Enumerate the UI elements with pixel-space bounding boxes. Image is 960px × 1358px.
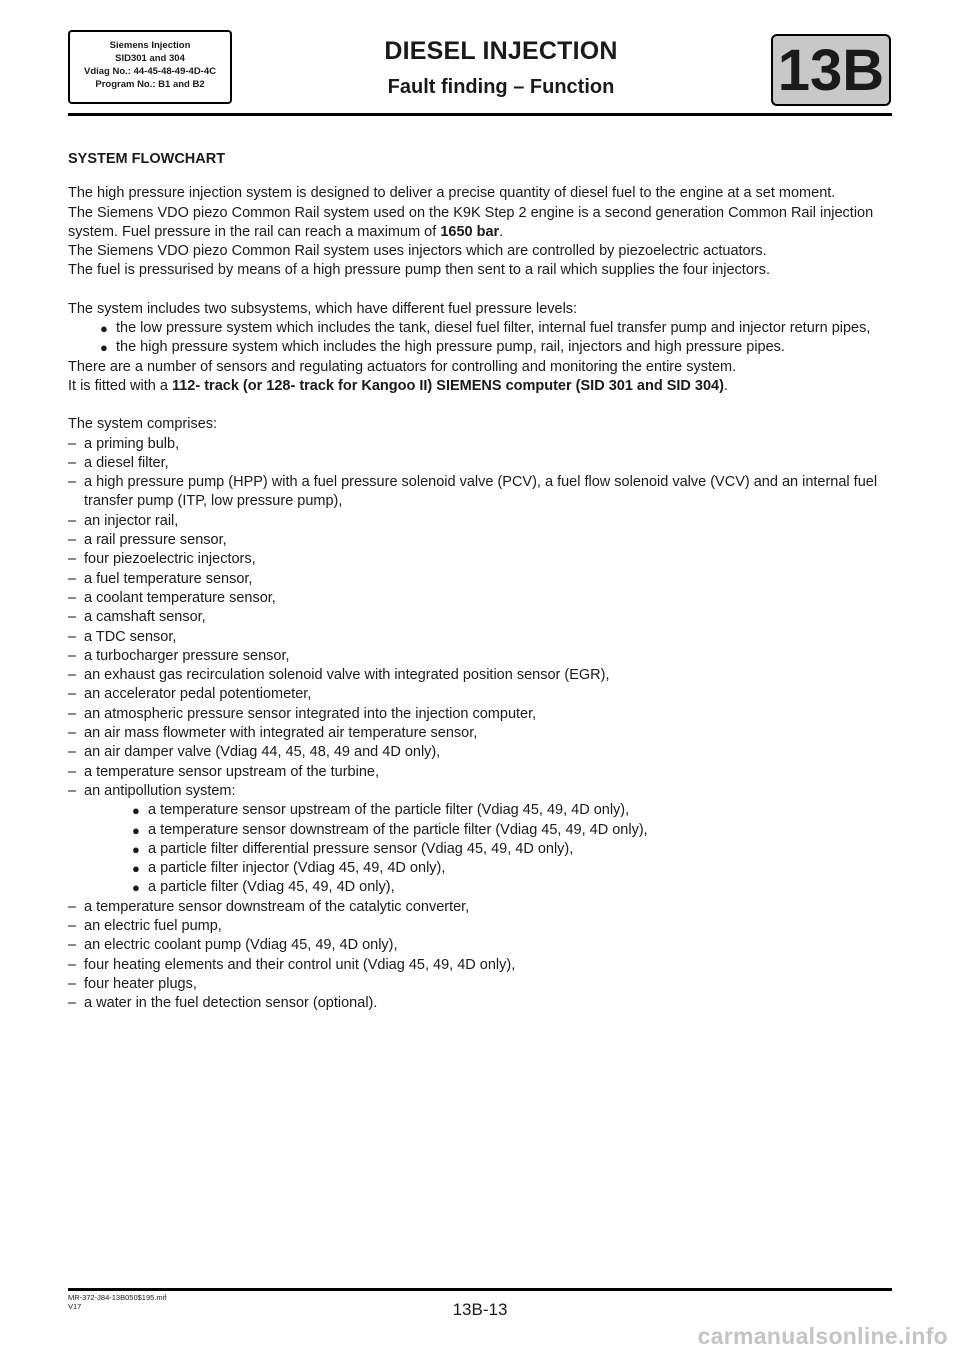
list-item — [68, 589, 892, 608]
component-list — [68, 435, 892, 802]
paragraph: The Siemens VDO piezo Common Rail system uses injectors which are controlled by piezoelectric actuators. — [68, 243, 767, 260]
page-subtitle: Fault finding – Function — [387, 76, 615, 98]
info-line: Program No.: B1 and B2 — [95, 79, 205, 90]
bullet-icon: ● — [100, 321, 108, 337]
bullet-icon: ● — [132, 880, 140, 896]
dash-mark: – — [68, 744, 77, 761]
list-item-text: a camshaft sensor, — [84, 609, 206, 626]
reference-version: V17 — [68, 1302, 82, 1311]
list-item — [68, 956, 892, 975]
list-item-text: an air mass flowmeter with integrated air temperature sensor, — [84, 725, 478, 742]
dash-mark: – — [68, 570, 77, 587]
list-item-text: four heating elements and their control unit (Vdiag 45, 49, 4D only), — [84, 956, 516, 973]
list-item — [68, 647, 892, 666]
text: It is fitted with a — [68, 377, 172, 394]
list-item-text: a diesel filter, — [84, 454, 169, 471]
paragraph: The high pressure injection system is designed to deliver a precise quantity of diesel fuel to the engine at a set moment. — [68, 185, 836, 202]
dash-mark: – — [68, 705, 77, 722]
dash-mark: – — [68, 782, 77, 799]
list-item — [68, 454, 892, 473]
list-item — [68, 319, 892, 338]
list-item-text: a high pressure pump (HPP) with a fuel pressure solenoid valve (PCV), a fuel flow solenoid valve (VCV) and an internal fuel transfer pump (ITP, low pressure pump), — [84, 474, 878, 510]
list-item — [68, 801, 892, 820]
list-item — [68, 628, 892, 647]
dash-mark: – — [68, 956, 77, 973]
dash-mark: – — [68, 763, 77, 780]
list-item-text: an exhaust gas recirculation solenoid valve with integrated position sensor (EGR), — [84, 667, 610, 684]
dash-mark: – — [68, 995, 77, 1012]
bullet-icon: ● — [132, 841, 140, 857]
document-info-box — [68, 30, 232, 104]
list-item-text: a coolant temperature sensor, — [84, 589, 276, 606]
list-item — [68, 685, 892, 704]
list-item-text: a particle filter injector (Vdiag 45, 49, 4D only), — [148, 860, 446, 877]
dash-mark: – — [68, 551, 77, 568]
list-item-text: a turbocharger pressure sensor, — [84, 647, 290, 664]
dash-mark: – — [68, 609, 77, 626]
dash-mark: – — [68, 647, 77, 664]
list-item-text: a temperature sensor downstream of the catalytic converter, — [84, 898, 470, 915]
list-item — [68, 743, 892, 762]
list-item-text: four piezoelectric injectors, — [84, 551, 256, 568]
paragraph — [68, 204, 892, 243]
bold-text: 1650 bar — [440, 223, 500, 240]
list-item — [68, 975, 892, 994]
bullet-icon: ● — [100, 340, 108, 356]
list-item — [68, 763, 892, 782]
list-item — [68, 898, 892, 917]
section-heading: SYSTEM FLOWCHART — [68, 151, 226, 167]
dash-mark: – — [68, 454, 77, 471]
bullet-icon: ● — [132, 861, 140, 877]
text: . — [499, 223, 504, 240]
dash-mark: – — [68, 686, 77, 703]
list-item-text: an atmospheric pressure sensor integrated into the injection computer, — [84, 705, 537, 722]
list-item-text: a temperature sensor downstream of the particle filter (Vdiag 45, 49, 4D only), — [148, 821, 648, 838]
list-item-text: four heater plugs, — [84, 975, 197, 992]
bullet-icon: ● — [132, 822, 140, 838]
list-item — [68, 338, 892, 357]
list-item — [68, 840, 892, 859]
list-item-text: the high pressure system which includes the high pressure pump, rail, injectors and high pressure pipes. — [116, 339, 785, 356]
list-item-text: the low pressure system which includes the tank, diesel fuel filter, internal fuel transfer pump and injector return pipes, — [116, 320, 871, 337]
list-item-text: an electric fuel pump, — [84, 917, 222, 934]
paragraph: There are a number of sensors and regulating actuators for controlling and monitoring the entire system. — [68, 358, 737, 375]
list-item — [68, 878, 892, 897]
antipollution-list — [68, 801, 892, 897]
list-item — [68, 435, 892, 454]
list-item-text: an antipollution system: — [84, 782, 236, 799]
list-item-text: a temperature sensor upstream of the particle filter (Vdiag 45, 49, 4D only), — [148, 802, 630, 819]
text: . — [723, 377, 728, 394]
list-item-text: a particle filter differential pressure sensor (Vdiag 45, 49, 4D only), — [148, 840, 574, 857]
dash-mark: – — [68, 512, 77, 529]
watermark: carmanualsonline.info — [697, 1323, 948, 1349]
paragraph: The fuel is pressurised by means of a high pressure pump then sent to a rail which supplies the four injectors. — [68, 262, 771, 279]
dash-mark: – — [68, 628, 77, 645]
info-line: Siemens Injection — [109, 40, 191, 51]
list-item — [68, 917, 892, 936]
list-item — [68, 724, 892, 743]
list-item — [68, 531, 892, 550]
list-item — [68, 821, 892, 840]
list-item — [68, 550, 892, 569]
dash-mark: – — [68, 532, 77, 549]
list-item-text: a rail pressure sensor, — [84, 532, 227, 549]
list-item — [68, 705, 892, 724]
list-item — [68, 512, 892, 531]
dash-mark: – — [68, 435, 77, 452]
reference-file: MR-372-J84-13B050$195.mif — [68, 1293, 167, 1302]
list-item-text: an air damper valve (Vdiag 44, 45, 48, 49 and 4D only), — [84, 744, 441, 761]
dash-mark: – — [68, 975, 77, 992]
dash-mark: – — [68, 937, 77, 954]
paragraph: The system includes two subsystems, which have different fuel pressure levels: — [68, 300, 578, 317]
list-item-text: a particle filter (Vdiag 45, 49, 4D only), — [148, 879, 395, 896]
bold-text: 112- track (or 128- track for Kangoo II) SIEMENS computer (SID 301 and SID 304) — [171, 377, 724, 394]
list-item-text: a water in the fuel detection sensor (optional). — [84, 995, 378, 1012]
component-list — [68, 898, 892, 1014]
page-number: 13B-13 — [452, 1300, 508, 1319]
dash-mark: – — [68, 725, 77, 742]
dash-mark: – — [68, 474, 77, 491]
document-body — [68, 150, 892, 1013]
text: The Siemens VDO piezo Common Rail system used on the K9K Step 2 engine is a second generation Common Rail injection system. Fuel pressure in the rail can reach a maximum of — [68, 204, 874, 240]
list-item-text: an electric coolant pump (Vdiag 45, 49, 4D only), — [84, 937, 398, 954]
page-title: DIESEL INJECTION — [384, 37, 618, 65]
list-item-text: a fuel temperature sensor, — [84, 570, 253, 587]
list-item-text: a priming bulb, — [84, 435, 180, 452]
footer-divider — [68, 1288, 892, 1291]
list-item — [68, 570, 892, 589]
list-item — [68, 666, 892, 685]
info-line: SID301 and 304 — [115, 53, 185, 64]
dash-mark: – — [68, 667, 77, 684]
list-item — [68, 608, 892, 627]
header-divider — [68, 113, 892, 116]
dash-mark: – — [68, 898, 77, 915]
bullet-icon: ● — [132, 803, 140, 819]
paragraph — [68, 377, 892, 396]
dash-mark: – — [68, 589, 77, 606]
section-code-badge: 13B — [771, 34, 891, 106]
list-item-text: an injector rail, — [84, 512, 179, 529]
list-item — [68, 936, 892, 955]
info-line: Vdiag No.: 44-45-48-49-4D-4C — [84, 66, 216, 77]
dash-mark: – — [68, 917, 77, 934]
list-item — [68, 859, 892, 878]
list-item-text: a TDC sensor, — [84, 628, 177, 645]
list-item-text: a temperature sensor upstream of the turbine, — [84, 763, 379, 780]
list-item — [68, 473, 892, 512]
list-item-text: an accelerator pedal potentiometer, — [84, 686, 312, 703]
list-item — [68, 994, 892, 1013]
paragraph: The system comprises: — [68, 416, 218, 433]
list-item — [68, 782, 892, 801]
